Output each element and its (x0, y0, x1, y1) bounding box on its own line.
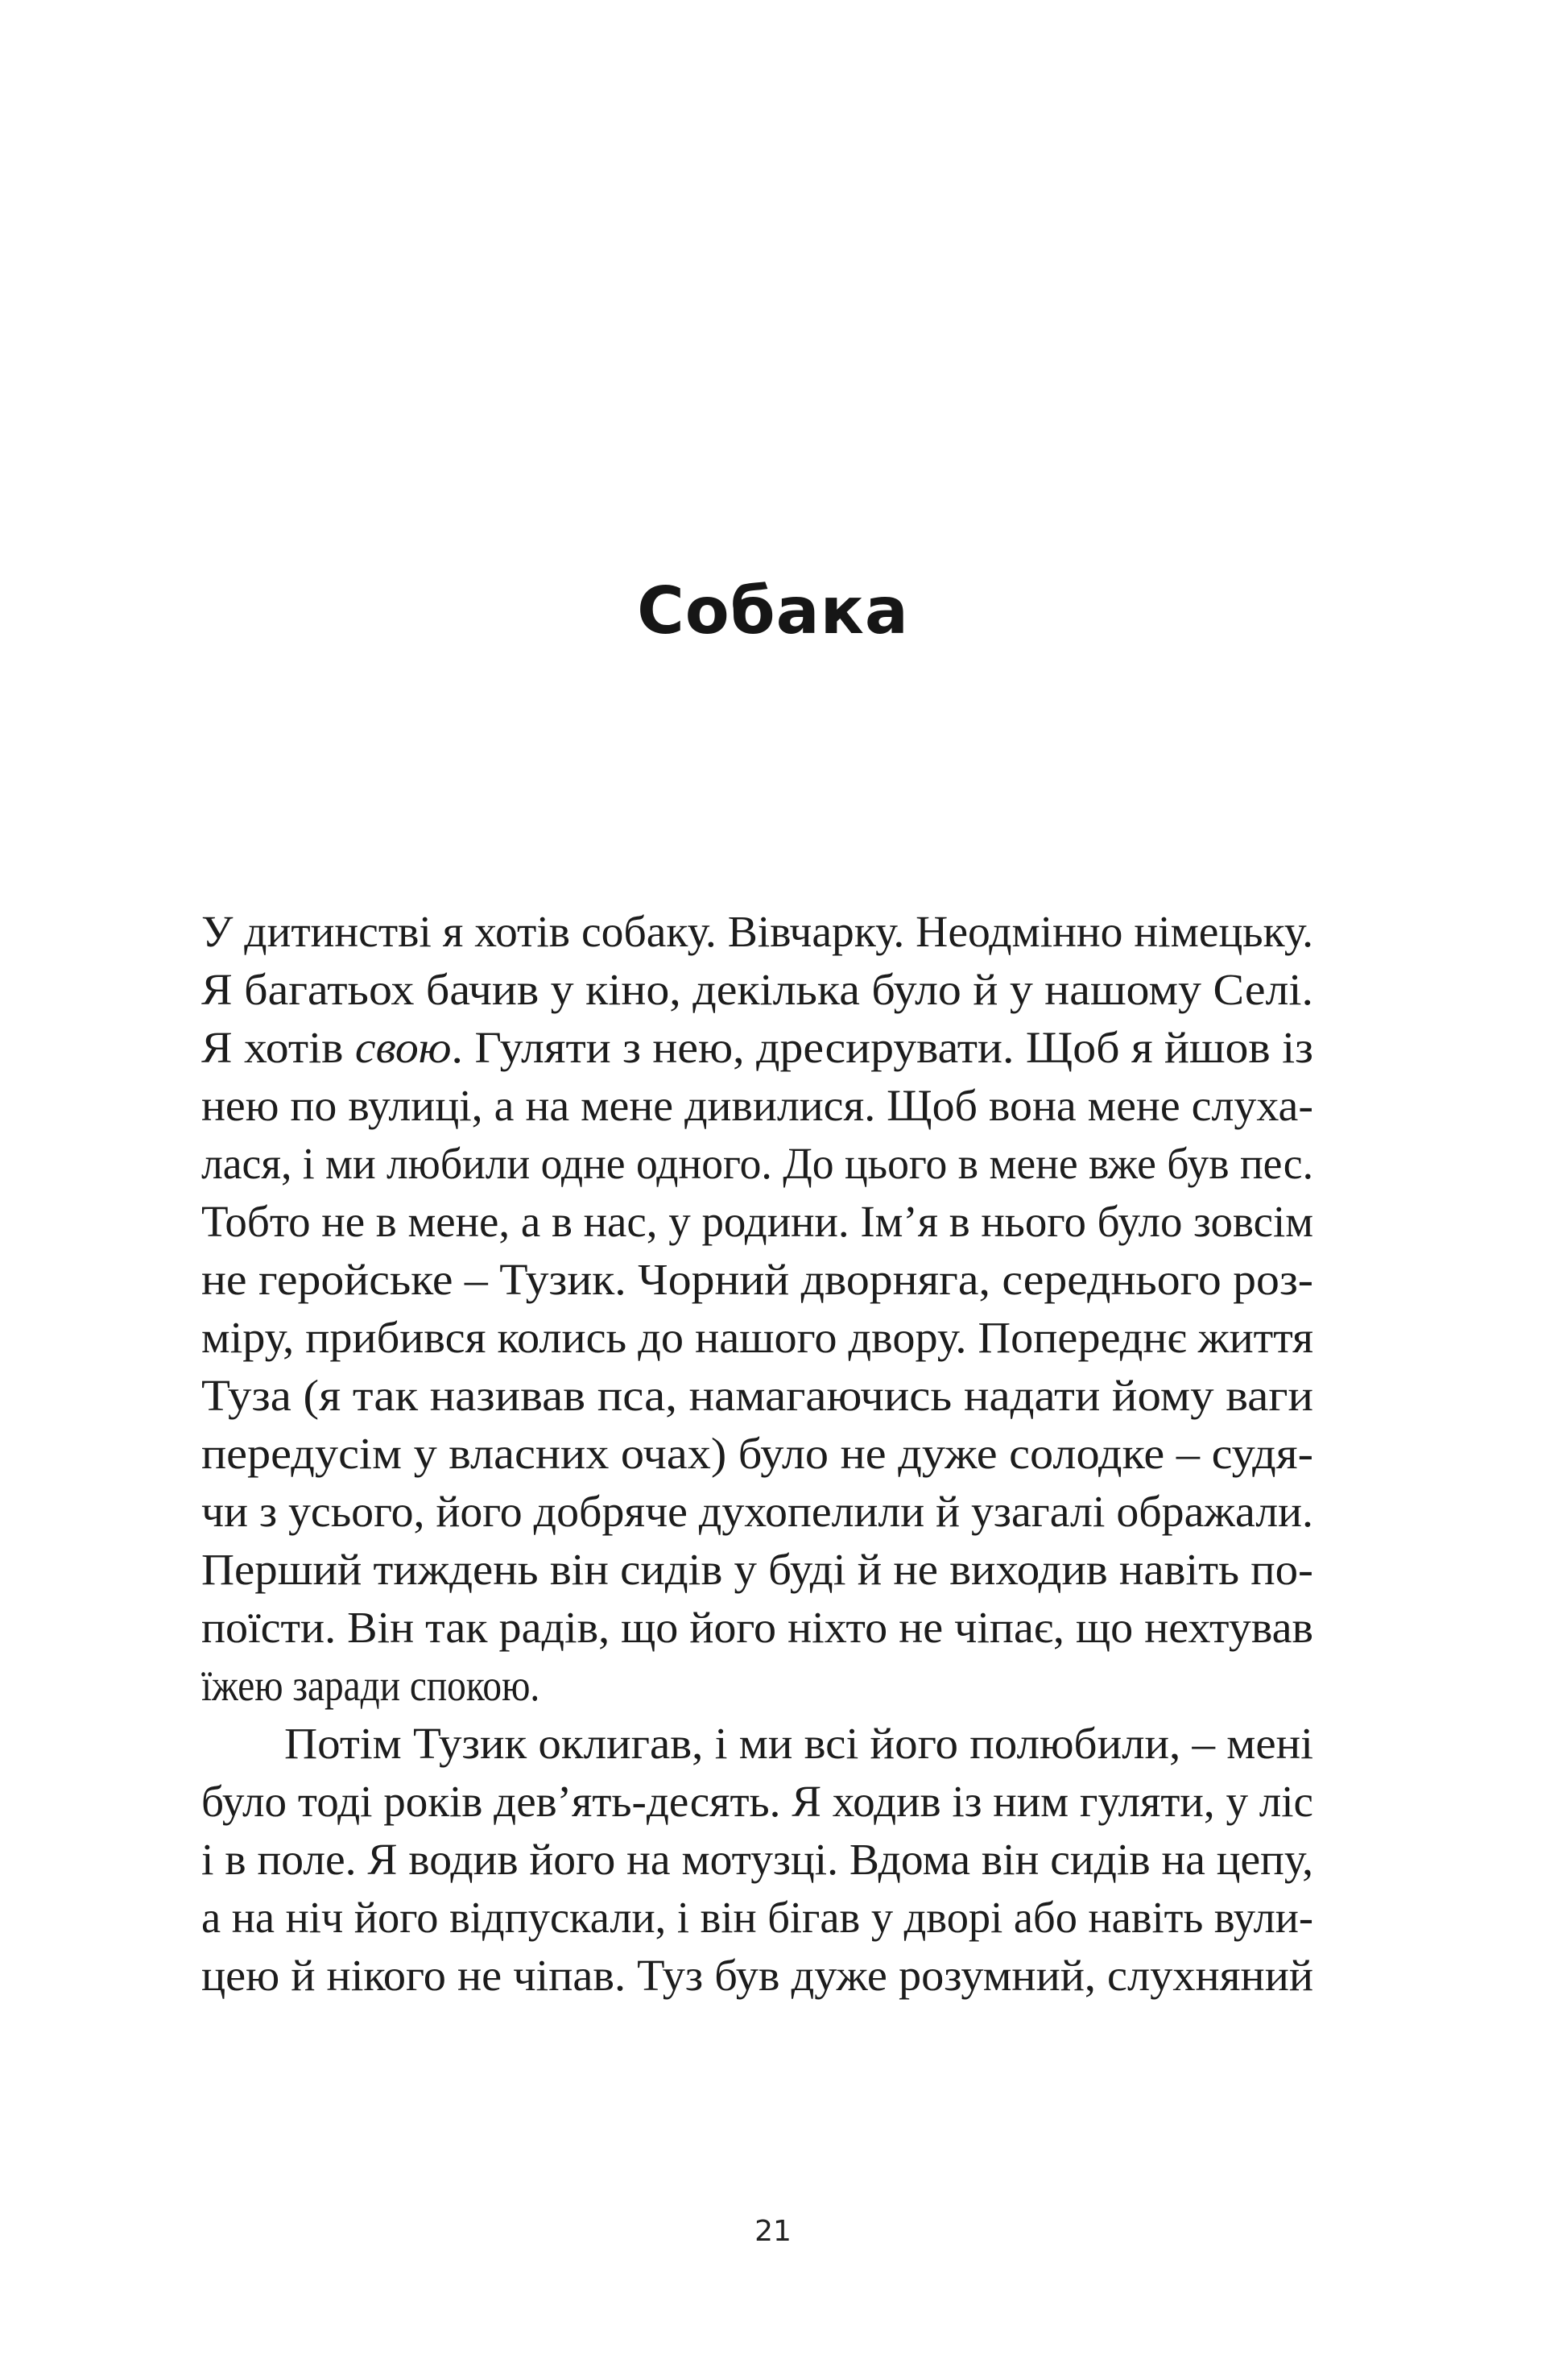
text-line-content: передусім у власних очах) було не дуже солодке – судя- (201, 1429, 1313, 1478)
text-line-content: цею й нікого не чіпав. Туз був дуже розумний, слухняний (201, 1951, 1313, 2000)
body-text (201, 903, 1313, 2005)
text-line-content: Туза (я так називав пса, намагаючись надати йому ваги (201, 1371, 1313, 1420)
text-line (201, 1541, 1313, 1599)
text-line-content: нею по вулиці, а на мене дивилися. Щоб вона мене слуха- (201, 1081, 1313, 1130)
text-line (201, 1193, 1313, 1251)
text-line-content: лася, і ми любили одне одного. До цього в мене вже був пес. (201, 1139, 1313, 1188)
text-line (201, 961, 1313, 1019)
text-line-content: поїсти. Він так радів, що його ніхто не чіпає, що нехтував (201, 1603, 1313, 1652)
text-line (201, 1251, 1313, 1309)
text-line-content: не геройське – Тузик. Чорний дворняга, середнього роз- (201, 1255, 1314, 1304)
text-line-content: їжею заради спокою. (201, 1661, 540, 1710)
text-line-content: У дитинстві я хотів собаку. Вівчарку. Неодмінно німецьку. (201, 907, 1314, 956)
text-line (201, 1309, 1313, 1367)
text-line (201, 1599, 1313, 1657)
chapter-title: Собака (637, 573, 909, 648)
text-line (201, 1483, 1313, 1541)
text-line-content: чи з усього, його добряче духопелили й узагалі ображали. (201, 1487, 1313, 1536)
text-line-content: Я багатьох бачив у кіно, декілька було й у нашому Селі. (201, 965, 1313, 1014)
text-line (201, 1019, 1313, 1077)
text-line (201, 903, 1313, 961)
text-line-content: міру, прибився колись до нашого двору. Попереднє життя (201, 1313, 1314, 1362)
text-line-content: було тоді років дев’ять-десять. Я ходив із ним гуляти, у ліс (201, 1777, 1313, 1826)
text-line (201, 1135, 1313, 1193)
text-line-content: Я хотів свою. Гуляти з нею, дресирувати. Щоб я йшов із (201, 1023, 1313, 1072)
text-line-content: Перший тиждень він сидів у буді й не виходив навіть по- (201, 1545, 1313, 1594)
page-number: 21 (754, 2215, 792, 2248)
text-line (201, 1889, 1313, 1947)
text-line (201, 1657, 1313, 1715)
text-line (201, 1947, 1313, 2005)
text-line-content: і в поле. Я водив його на мотузці. Вдома він сидів на цепу, (201, 1835, 1313, 1884)
text-line-content: Потім Тузик оклигав, і ми всі його полюбили, – мені (284, 1719, 1313, 1768)
text-line-content: а на ніч його відпускали, і він бігав у дворі або навіть вули- (201, 1893, 1313, 1942)
text-line (201, 1715, 1313, 1773)
text-line (201, 1831, 1313, 1889)
text-line (201, 1773, 1313, 1831)
text-line (201, 1077, 1313, 1135)
text-line (201, 1367, 1313, 1425)
text-line-content: Тобто не в мене, а в нас, у родини. Ім’я в нього було зовсім (201, 1197, 1313, 1246)
text-line (201, 1425, 1313, 1483)
